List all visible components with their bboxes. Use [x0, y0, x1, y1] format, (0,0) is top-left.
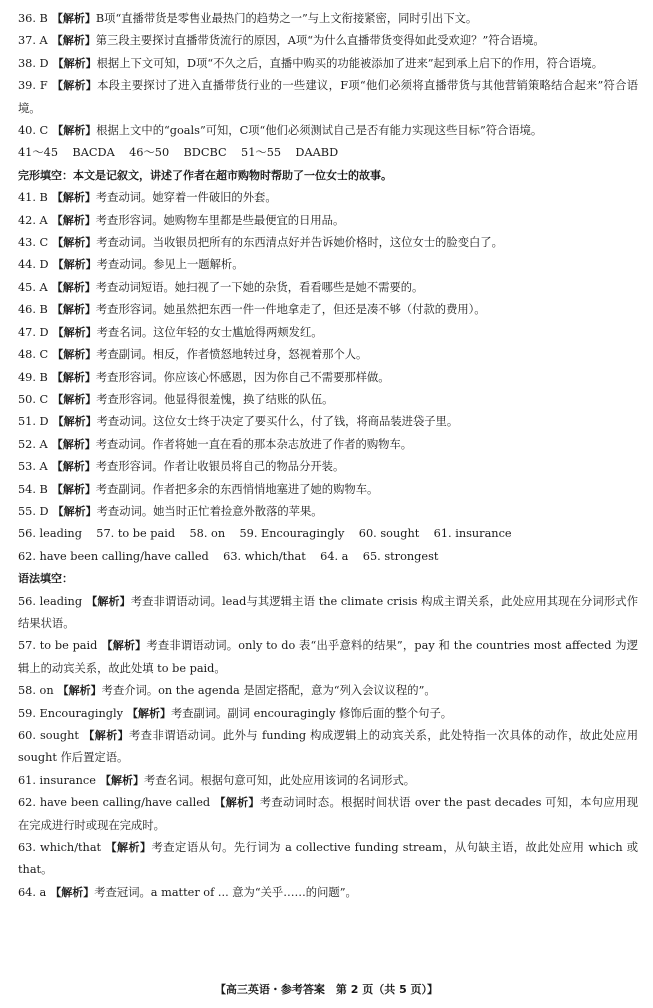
analysis-text: 考查形容词。他显得很羞愧，换了结账的队伍。 — [96, 392, 334, 406]
analysis-tag: 【解析】 — [51, 437, 96, 451]
answer-number: 55. D — [18, 504, 49, 518]
analysis-tag: 【解析】 — [105, 841, 152, 855]
analysis-text: 考查非谓语动词。only to do 表“出乎意料的结果”，pay 和 the countries most affected 为逻辑上的动宾关系，故此处填 to be paid。 — [18, 639, 639, 675]
answer-number: 60. sought — [18, 729, 79, 742]
analysis-tag: 【解析】 — [51, 460, 96, 474]
answer-entry — [18, 703, 638, 725]
answer-entry — [18, 322, 638, 344]
analysis-text: 考查名词。这位年轻的女士尴尬得两颊发红。 — [96, 325, 323, 339]
answer-number: 59. Encouragingly — [18, 706, 123, 720]
answer-entry — [18, 187, 638, 209]
answer-entry — [18, 389, 638, 411]
analysis-tag: 【解析】 — [52, 504, 97, 518]
answer-number: 56. leading — [18, 594, 83, 608]
analysis-text: 考查动词。作者将她一直在看的那本杂志放进了作者的购物车。 — [95, 437, 413, 451]
answer-number: 53. A — [18, 460, 48, 474]
answer-entry — [18, 725, 638, 770]
answer-number: 41. B — [18, 191, 48, 205]
answer-entry — [18, 479, 638, 501]
analysis-tag: 【解析】 — [51, 370, 96, 384]
analysis-text: 考查动词时态。根据时间状语 over the past decades 可知，本句应用现在完成进行时或现在完成时。 — [18, 796, 638, 832]
analysis-text: 考查动词。参见上一题解析。 — [96, 258, 244, 272]
analysis-text: 考查副词。作者把多余的东西悄悄地塞进了她的购物车。 — [95, 482, 379, 496]
section-heading: 语法填空： — [18, 572, 73, 586]
answer-number: 51. D — [18, 415, 49, 429]
answer-entry — [18, 75, 638, 120]
answer-number: 57. to be paid — [18, 639, 98, 653]
answer-number: 52. A — [18, 437, 48, 451]
answer-entry — [18, 8, 638, 30]
analysis-tag: 【解析】 — [101, 639, 147, 653]
answer-number: 44. D — [18, 258, 49, 272]
answer-number: 50. C — [18, 392, 49, 406]
analysis-text: 考查非谓语动词。此外与 funding 构成逻辑上的动宾关系，此处特指一次具体的动作，故此处应用 sought 作后置定语。 — [18, 729, 638, 765]
answer-number: 45. A — [18, 280, 48, 294]
analysis-tag: 【解析】 — [52, 325, 97, 339]
answer-number: 61. insurance — [18, 773, 96, 787]
answer-number: 64. a — [18, 885, 47, 899]
analysis-text: 考查形容词。作者让收银员将自己的物品分开装。 — [95, 460, 345, 474]
answer-entry — [18, 770, 638, 792]
answer-number: 63. which/that — [18, 841, 102, 855]
analysis-tag: 【解析】 — [52, 392, 97, 406]
analysis-text: 考查动词。她当时正忙着捡意外散落的苹果。 — [96, 504, 323, 518]
analysis-text: 考查形容词。她虽然把东西一件一件地拿走了，但还是凑不够（付款的费用）。 — [95, 303, 486, 317]
analysis-text: 考查介词。on the agenda 是固定搭配，意为“列入会议议程的”。 — [101, 684, 436, 698]
analysis-tag: 【解析】 — [51, 280, 96, 294]
analysis-tag: 【解析】 — [51, 191, 96, 205]
answer-entry — [18, 367, 638, 389]
answer-summary-line: 62. have been calling/have called 63. which/that 64. a 65. strongest — [18, 549, 439, 563]
answer-entry — [18, 299, 638, 321]
analysis-tag: 【解析】 — [126, 706, 171, 720]
answer-number: 49. B — [18, 370, 48, 384]
answer-number: 40. C — [18, 124, 49, 138]
answer-number: 54. B — [18, 482, 48, 496]
answer-entry — [18, 344, 638, 366]
analysis-tag: 【解析】 — [52, 236, 97, 250]
analysis-text: B项“直播带货是零售业最热门的趋势之一”与上文衔接紧密，同时引出下文。 — [95, 12, 478, 25]
analysis-text: 考查名词。根据句意可知，此处应用该词的名词形式。 — [143, 773, 416, 787]
answer-entry — [18, 680, 638, 702]
analysis-tag: 【解析】 — [50, 885, 95, 899]
answer-number: 36. B — [18, 12, 48, 25]
analysis-tag: 【解析】 — [51, 213, 96, 227]
section-heading: 完形填空：本文是记叙文，讲述了作者在超市购物时帮助了一位女士的故事。 — [18, 168, 392, 182]
answer-number: 43. C — [18, 236, 49, 250]
analysis-text: 考查动词短语。她扫视了一下她的杂货，看看哪些是她不需要的。 — [95, 280, 424, 294]
analysis-tag: 【解析】 — [51, 303, 96, 317]
answer-entry — [18, 53, 638, 75]
answer-number: 38. D — [18, 56, 49, 70]
answer-entry — [18, 434, 638, 456]
answer-entry — [18, 232, 638, 254]
answer-summary-line: 56. leading 57. to be paid 58. on 59. Encouragingly 60. sought 61. insurance — [18, 527, 512, 541]
analysis-tag: 【解析】 — [57, 684, 102, 698]
page-footer: 【高三英语・参考答案 第 2 页（共 5 页）】 — [214, 983, 439, 996]
answer-entry — [18, 411, 638, 433]
analysis-text: 根据上文中的“goals”可知，C项“他们必须测试自己是否有能力实现这些目标”符合语境。 — [96, 124, 543, 138]
analysis-text: 根据上下文可知，D项“不久之后，直播中购买的功能被添加了进来”起到承上启下的作用，符合语境。 — [96, 56, 604, 70]
analysis-text: 考查非谓语动词。lead与其逻辑主语 the climate crisis 构成主谓关系，此处应用其现在分词形式作结果状语。 — [18, 594, 638, 630]
analysis-tag: 【解析】 — [52, 56, 97, 70]
answer-number: 37. A — [18, 34, 48, 48]
answer-number: 48. C — [18, 348, 49, 362]
answer-entry — [18, 456, 638, 478]
analysis-tag: 【解析】 — [51, 79, 98, 93]
analysis-tag: 【解析】 — [51, 12, 96, 25]
answer-entry — [18, 501, 638, 523]
analysis-text: 考查动词。她穿着一件破旧的外套。 — [95, 191, 277, 205]
answer-number: 39. F — [18, 79, 48, 93]
answer-summary-line: 41～45 BACDA 46～50 BDCBC 51～55 DAABD — [18, 146, 339, 160]
answer-content — [18, 8, 638, 904]
analysis-text: 考查副词。副词 encouragingly 修饰后面的整个句子。 — [170, 706, 453, 720]
analysis-tag: 【解析】 — [214, 796, 260, 810]
analysis-text: 第三段主要探讨直播带货流行的原因，A项“为什么直播带货变得如此受欢迎？”符合语境。 — [95, 34, 545, 48]
answer-number: 62. have been calling/have called — [18, 796, 211, 810]
analysis-text: 考查形容词。你应该心怀感恩，因为你自己不需要那样做。 — [95, 370, 390, 384]
analysis-tag: 【解析】 — [86, 594, 131, 608]
answer-number: 42. A — [18, 213, 48, 227]
answer-entry — [18, 277, 638, 299]
answer-entry — [18, 30, 638, 52]
answer-entry — [18, 254, 638, 276]
analysis-text: 本段主要探讨了进入直播带货行业的一些建议，F项“他们必须将直播带货与其他营销策略结合起来”符合语境。 — [18, 79, 638, 115]
analysis-text: 考查动词。当收银员把所有的东西清点好并告诉她价格时，这位女士的脸变白了。 — [96, 236, 503, 250]
answer-entry — [18, 792, 638, 837]
analysis-tag: 【解析】 — [82, 729, 130, 742]
answer-entry — [18, 635, 638, 680]
answer-number: 58. on — [18, 684, 54, 698]
answer-entry — [18, 837, 638, 882]
answer-entry — [18, 591, 638, 636]
answer-entry — [18, 882, 638, 904]
analysis-tag: 【解析】 — [51, 482, 96, 496]
analysis-text: 考查动词。这位女士终于决定了要买什么，付了钱，将商品装进袋子里。 — [96, 415, 459, 429]
analysis-tag: 【解析】 — [52, 415, 97, 429]
analysis-text: 考查冠词。a matter of ... 意为“关乎……的问题”。 — [94, 885, 357, 899]
analysis-tag: 【解析】 — [52, 348, 97, 362]
analysis-text: 考查副词。相反，作者愤怒地转过身，怒视着那个人。 — [96, 348, 368, 362]
analysis-tag: 【解析】 — [99, 773, 144, 787]
analysis-tag: 【解析】 — [52, 258, 97, 272]
analysis-text: 考查定语从句。先行词为 a collective funding stream，从句缺主语，故此处应用 which 或 that。 — [18, 841, 638, 877]
answer-entry — [18, 120, 638, 142]
analysis-tag: 【解析】 — [52, 124, 97, 138]
answer-entry — [18, 210, 638, 232]
answer-number: 46. B — [18, 303, 48, 317]
analysis-text: 考查形容词。她购物车里都是些最便宜的日用品。 — [95, 213, 345, 227]
answer-number: 47. D — [18, 325, 49, 339]
analysis-tag: 【解析】 — [51, 34, 96, 48]
